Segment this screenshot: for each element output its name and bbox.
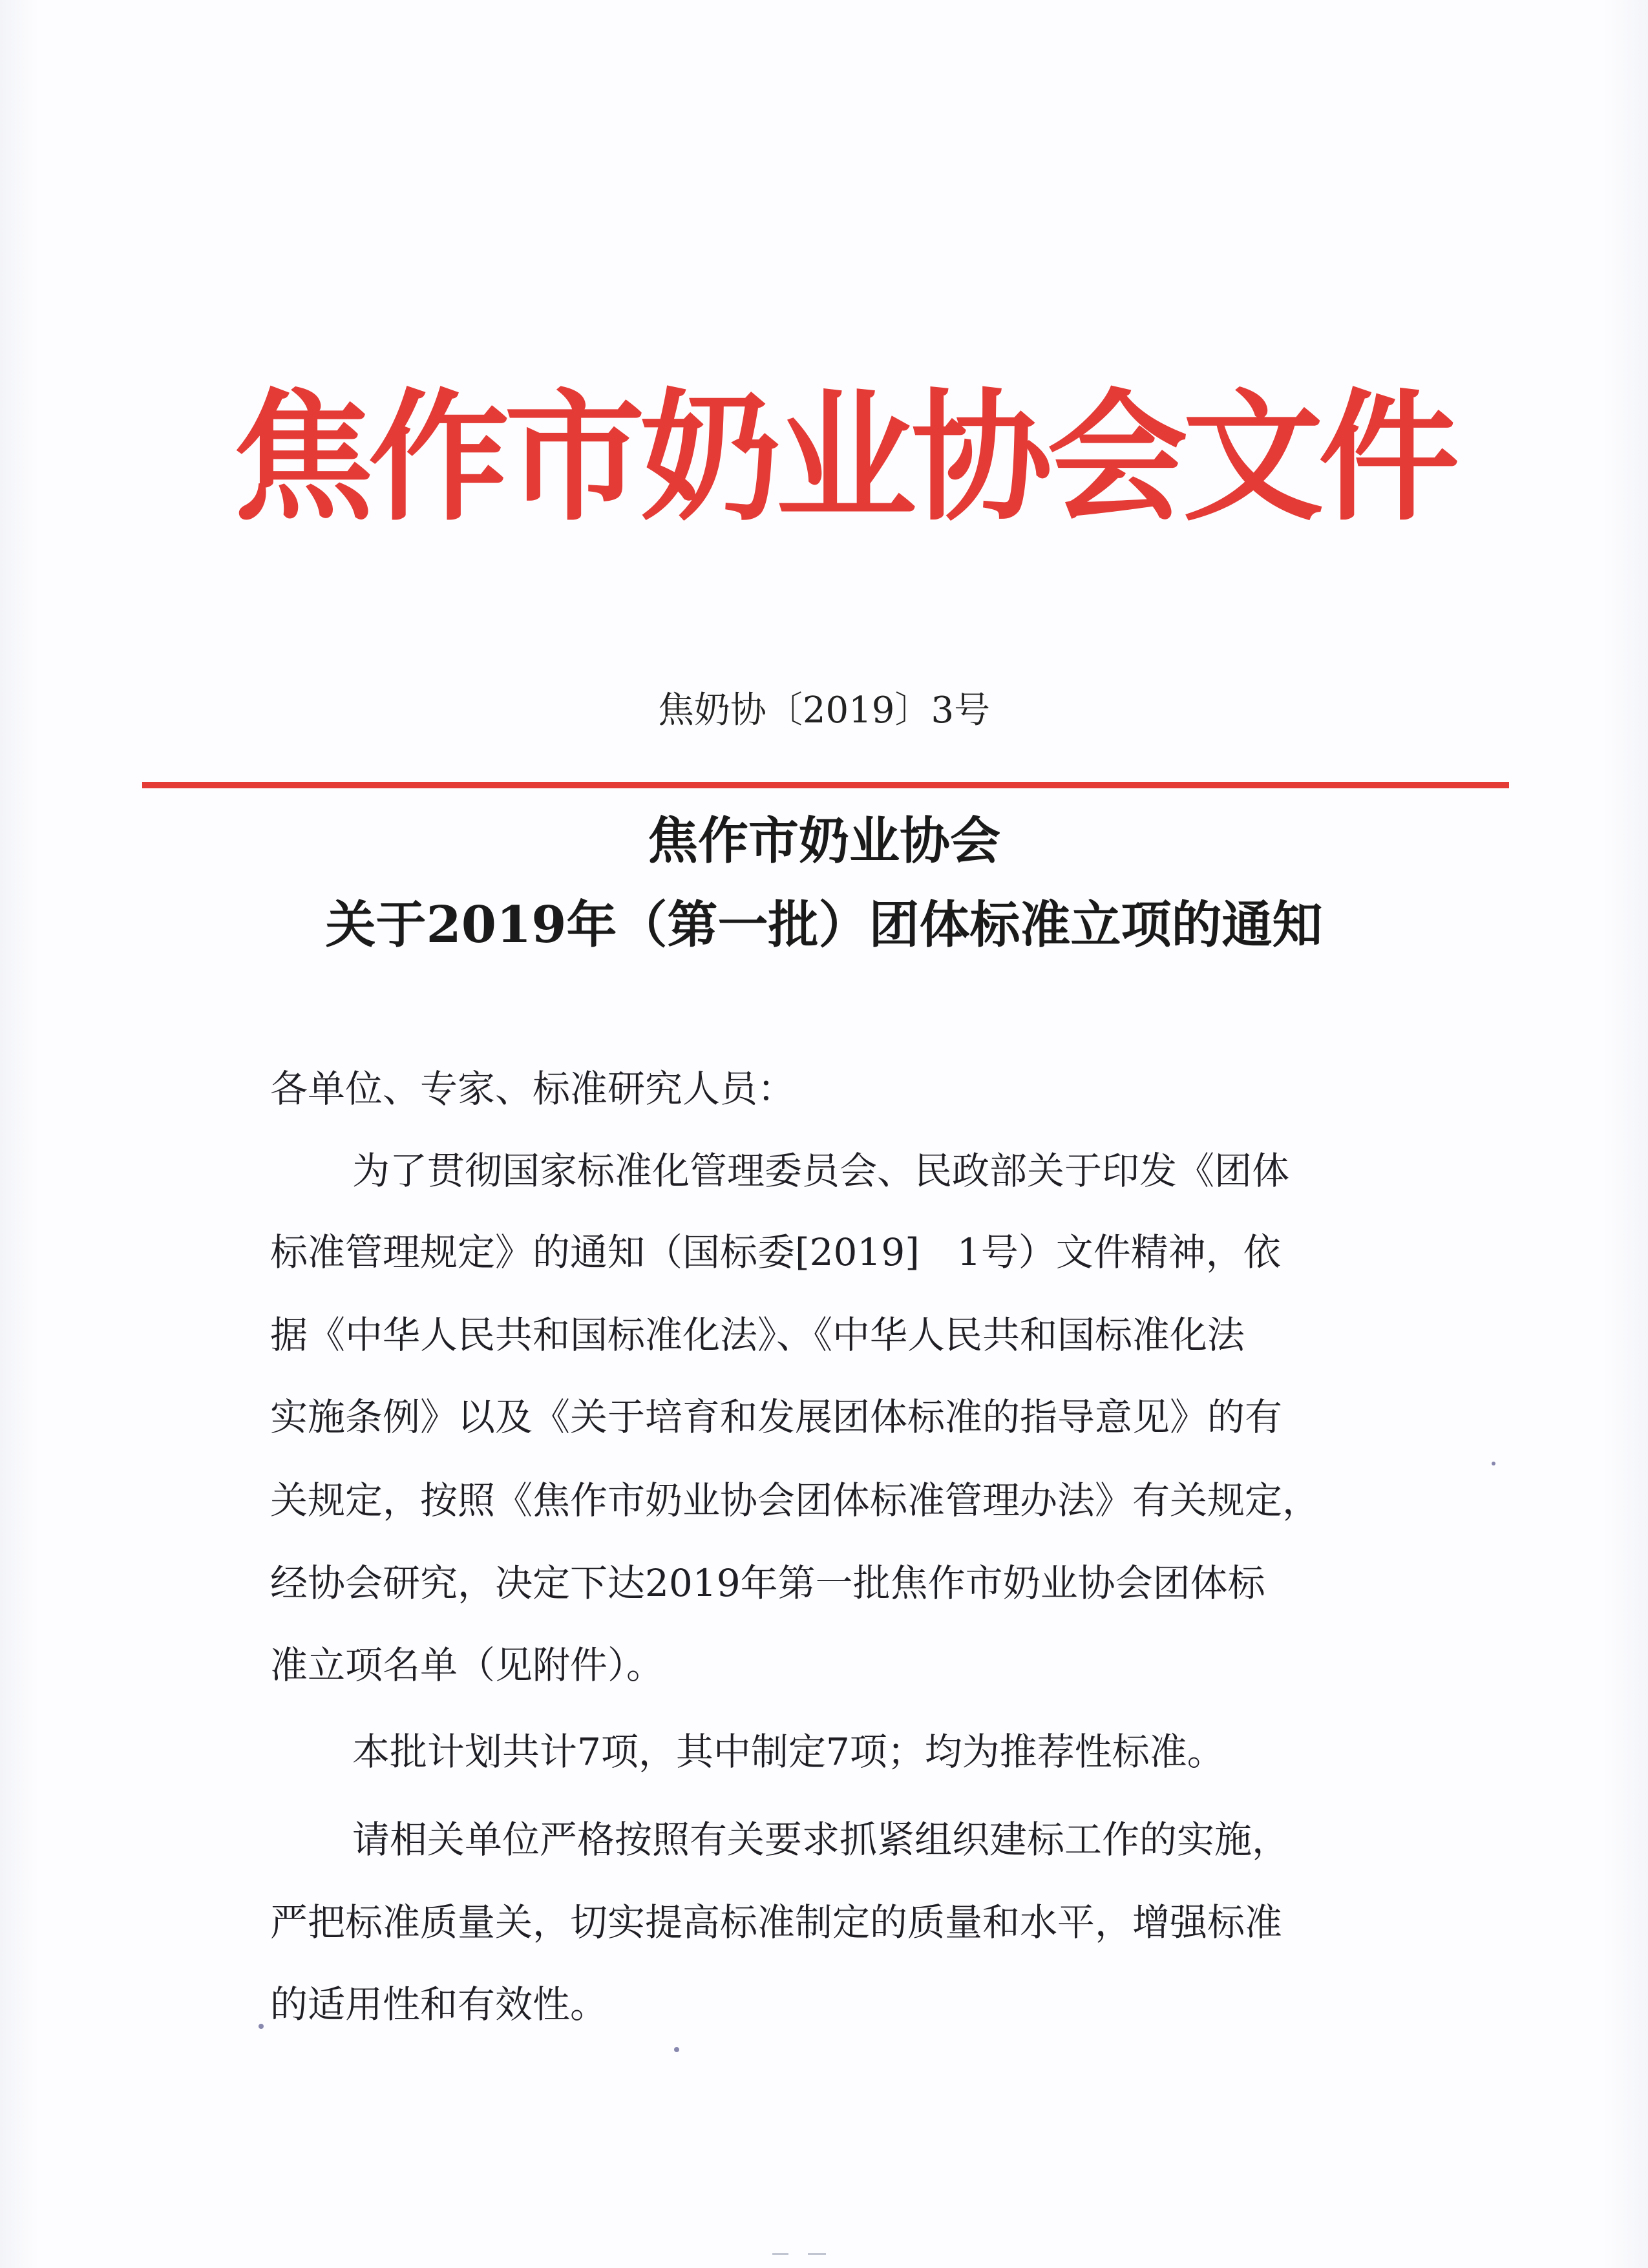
document-number: 焦奶协〔2019〕3号: [657, 689, 991, 731]
body-line: 实施条例》以及《关于培育和发展团体标准的指导意见》的有: [270, 1395, 1283, 1439]
notice-title-line-1: 焦作市奶业协会: [647, 812, 1000, 870]
scan-speck: [259, 2024, 264, 2029]
scan-speck: [1492, 1462, 1495, 1465]
scan-speck: [808, 2253, 826, 2255]
body-line: 本批计划共计7项，其中制定7项；均为推荐性标准。: [352, 1730, 1225, 1774]
scan-speck: [674, 2047, 679, 2052]
body-line: 关规定，按照《焦作市奶业协会团体标准管理办法》有关规定，: [270, 1478, 1320, 1522]
body-line: 准立项名单（见附件）。: [270, 1643, 664, 1687]
body-line: 的适用性和有效性。: [270, 1982, 608, 2026]
scan-speck: [772, 2253, 788, 2255]
body-line: 请相关单位严格按照有关要求抓紧组织建标工作的实施，: [352, 1818, 1290, 1862]
body-line: 标准管理规定》的通知（国标委[2019] 1号）文件精神，依: [270, 1230, 1281, 1274]
body-line: 据《中华人民共和国标准化法》、《中华人民共和国标准化法: [270, 1313, 1245, 1357]
salutation: 各单位、专家、标准研究人员：: [270, 1067, 796, 1111]
red-divider-line: [142, 782, 1509, 788]
letterhead-title: 焦作市奶业协会文件: [233, 377, 1454, 540]
notice-title-line-2: 关于2019年（第一批）团体标准立项的通知: [325, 896, 1323, 954]
body-line: 经协会研究，决定下达2019年第一批焦作市奶业协会团体标: [270, 1561, 1265, 1605]
body-line: 严把标准质量关，切实提高标准制定的质量和水平，增强标准: [270, 1900, 1283, 1944]
body-line: 为了贯彻国家标准化管理委员会、民政部关于印发《团体: [352, 1149, 1290, 1193]
